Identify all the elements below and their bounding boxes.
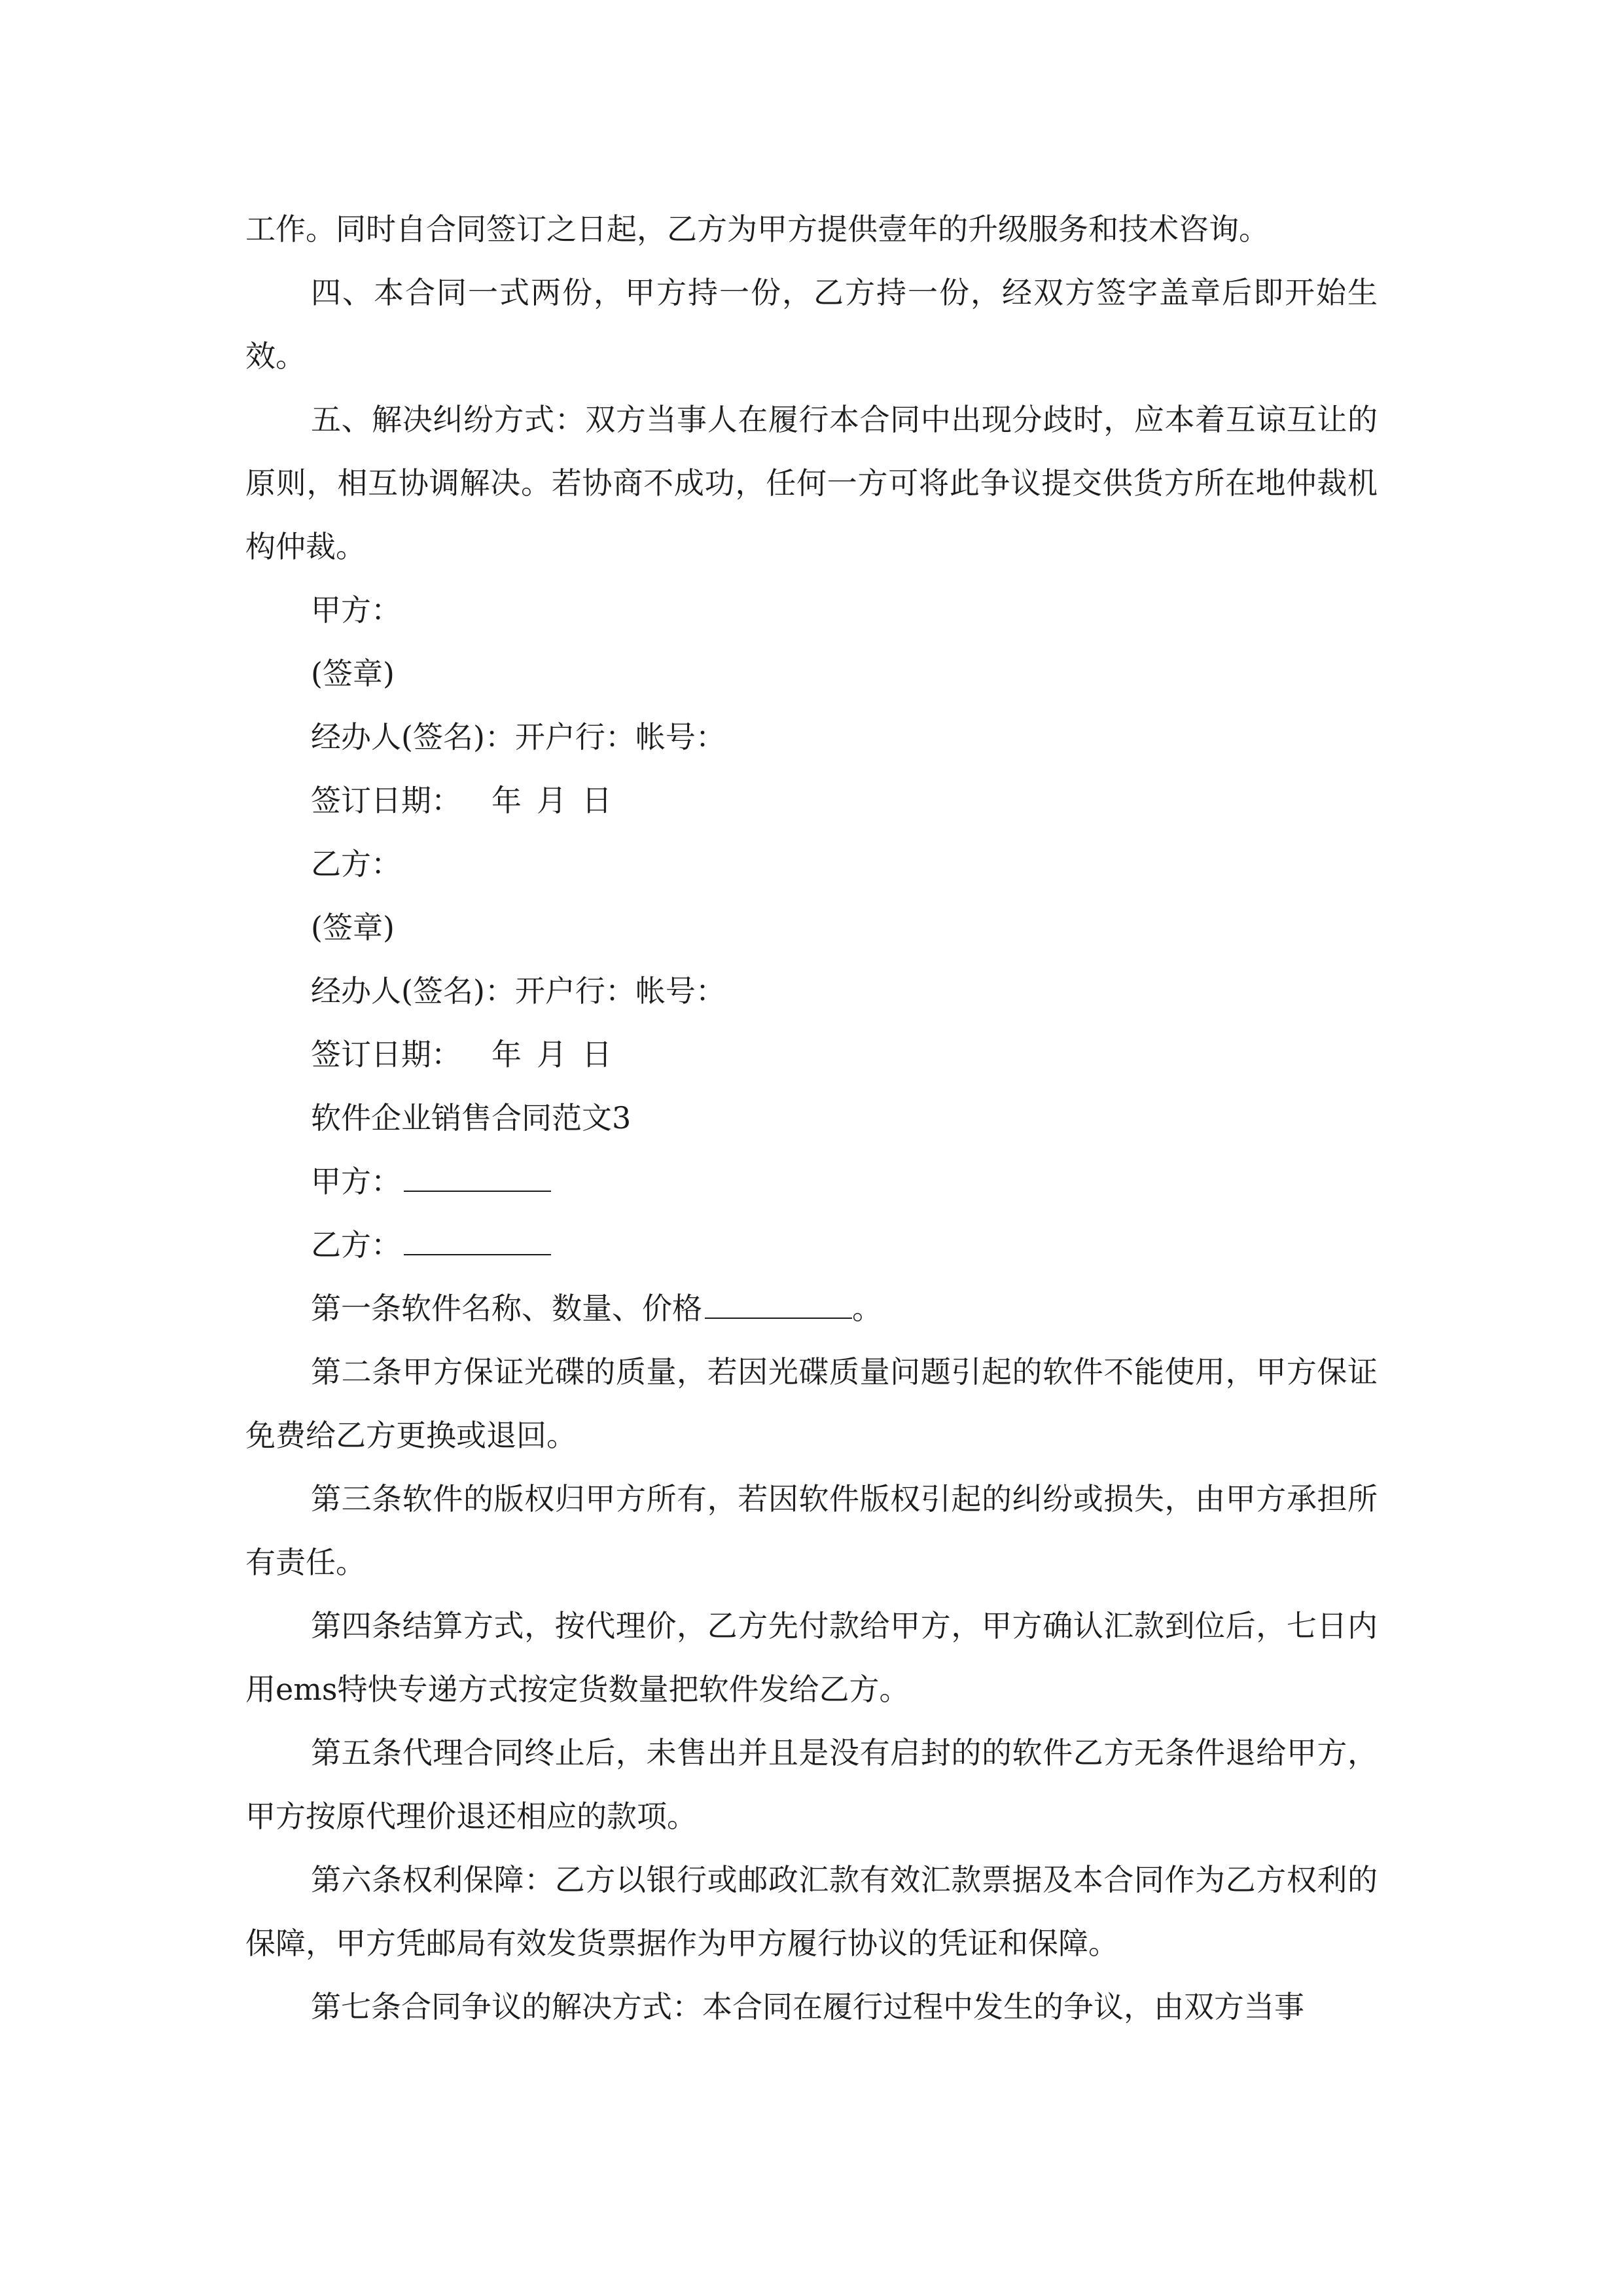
party-b-label: 乙方： [311,846,401,882]
fill-blank [404,1224,551,1255]
party-a-label: 甲方： [311,592,401,628]
month-label: 月 [537,1037,567,1072]
party-b-agent-line: 经办人(签名)：开户行：帐号： [311,973,726,1009]
sign-date-label: 签订日期： [311,783,461,818]
party-b-fill-line [245,1213,1378,1277]
article-2: 第二条甲方保证光碟的质量，若因光碟质量问题引起的软件不能使用，甲方保证免费给乙方更换或退回。 [245,1354,1378,1453]
year-label: 年 [491,783,522,818]
article-3: 第三条软件的版权归甲方所有，若因软件版权引起的纠纷或损失，由甲方承担所有责任。 [245,1481,1378,1580]
fill-blank [705,1287,852,1319]
sign-date-label: 签订日期： [311,1037,461,1072]
section-title-contract-3: 软件企业销售合同范文3 [311,1100,632,1136]
party-b-sign-date [245,1023,1378,1086]
article-6: 第六条权利保障：乙方以银行或邮政汇款有效汇款票据及本合同作为乙方权利的保障，甲方凭邮局有效发货票据作为甲方履行协议的凭证和保障。 [245,1862,1378,1961]
year-label: 年 [491,1037,522,1072]
day-label: 日 [582,783,612,818]
party-a-agent-line: 经办人(签名)：开户行：帐号： [311,719,726,755]
paragraph-clause-5: 五、解决纠纷方式：双方当事人在履行本合同中出现分歧时，应本着互谅互让的原则，相互协调解决。若协商不成功，任何一方可将此争议提交供货方所在地仲裁机构仲裁。 [245,402,1378,564]
party-a-sign-date [245,769,1378,833]
article-1-label: 第一条软件名称、数量、价格 [311,1291,702,1326]
party-a-fill-label: 甲方： [311,1164,401,1199]
document-body [245,198,1378,2039]
fill-blank [404,1160,551,1192]
party-a-fill-line [245,1150,1378,1213]
article-1 [245,1277,1378,1340]
party-b-fill-label: 乙方： [311,1227,401,1263]
article-4: 第四条结算方式，按代理价，乙方先付款给甲方，甲方确认汇款到位后，七日内用ems特快专递方式按定货数量把软件发给乙方。 [245,1608,1378,1707]
day-label: 日 [582,1037,612,1072]
article-7: 第七条合同争议的解决方式：本合同在履行过程中发生的争议，由双方当事 [311,1989,1304,2024]
article-1-suffix: 。 [852,1291,882,1326]
article-5: 第五条代理合同终止后，未售出并且是没有启封的的软件乙方无条件退给甲方，甲方按原代理价退还相应的款项。 [245,1735,1378,1834]
paragraph-continuation: 工作。同时自合同签订之日起，乙方为甲方提供壹年的升级服务和技术咨询。 [245,211,1269,247]
party-b-seal: (签章) [311,910,395,945]
paragraph-clause-4: 四、本合同一式两份，甲方持一份，乙方持一份，经双方签字盖章后即开始生效。 [245,275,1378,374]
month-label: 月 [537,783,567,818]
party-a-seal: (签章) [311,656,395,691]
